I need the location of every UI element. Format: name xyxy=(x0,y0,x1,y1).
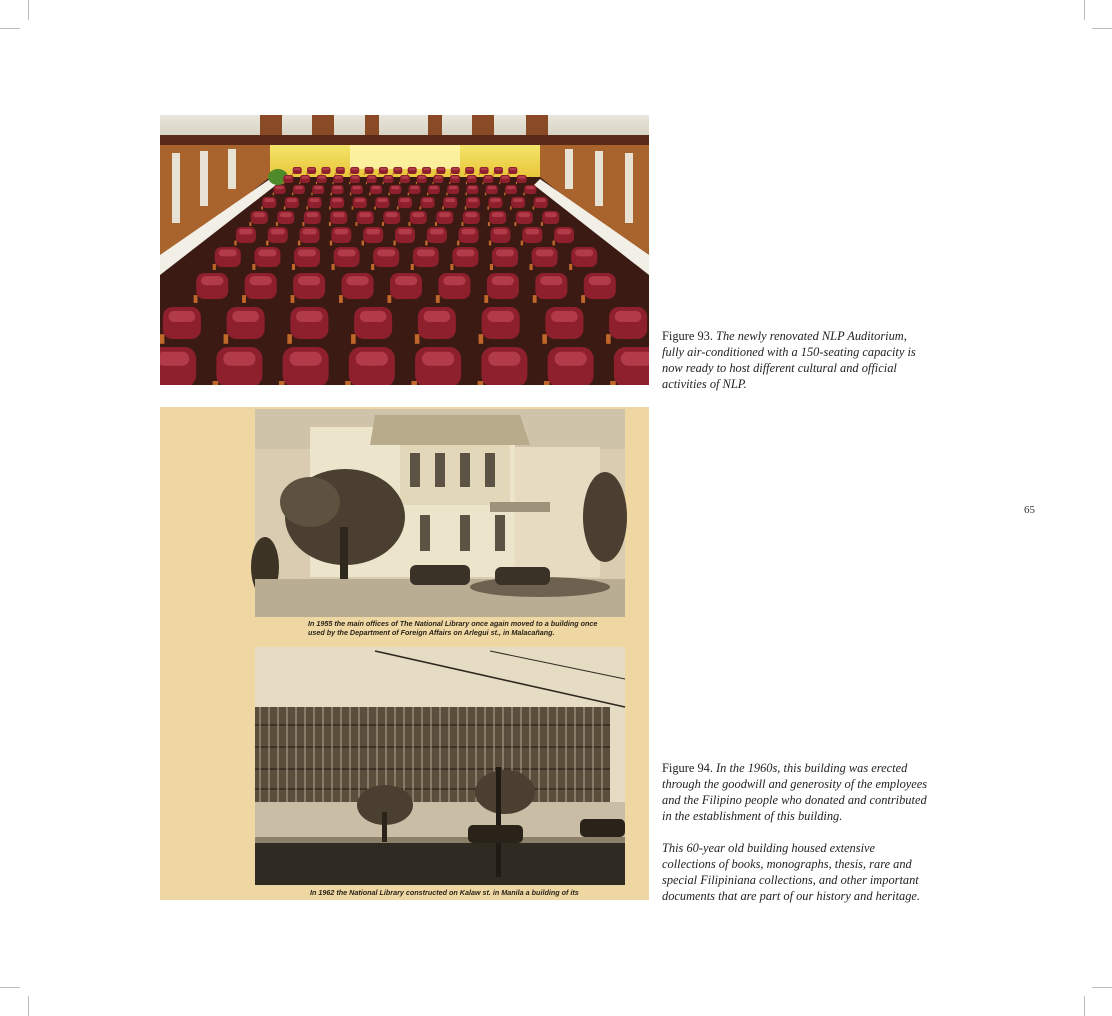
seat-highlight xyxy=(219,249,237,256)
seat-armrest xyxy=(523,193,524,196)
crop-mark xyxy=(1092,28,1112,29)
seat-armrest xyxy=(436,173,437,175)
seat-highlight xyxy=(290,352,322,366)
seat-highlight xyxy=(201,276,223,285)
seat-highlight xyxy=(360,311,387,322)
seat-armrest xyxy=(362,241,364,246)
scan-caption-1955-line2: used by the Department of Foreign Affairs on Arlegui st., in Malacañang. xyxy=(308,628,555,637)
seat-highlight xyxy=(308,168,314,170)
figure-93-caption xyxy=(662,328,930,392)
seat-armrest xyxy=(350,193,351,196)
seat-armrest xyxy=(407,173,408,175)
seat-armrest xyxy=(510,206,512,209)
seat-armrest xyxy=(355,222,357,226)
seat-armrest xyxy=(276,222,278,226)
seat-armrest xyxy=(489,241,491,246)
seat-armrest xyxy=(371,264,374,270)
seat-armrest xyxy=(516,182,517,184)
crop-mark xyxy=(28,996,29,1016)
seat-highlight xyxy=(400,198,410,202)
seat-armrest xyxy=(499,182,500,184)
crop-mark xyxy=(1084,996,1085,1016)
seat-highlight xyxy=(295,186,303,189)
seat-highlight xyxy=(492,213,504,218)
seat-armrest xyxy=(273,193,274,196)
seat-armrest xyxy=(533,206,535,209)
seat-highlight xyxy=(545,213,557,218)
seat-highlight xyxy=(253,213,265,218)
seat-armrest xyxy=(415,334,420,344)
seat-armrest xyxy=(364,173,365,175)
seat-highlight xyxy=(310,198,320,202)
seat-armrest xyxy=(335,173,336,175)
crop-mark xyxy=(0,28,20,29)
seat-highlight xyxy=(346,276,368,285)
seat-highlight xyxy=(355,198,365,202)
seat-highlight xyxy=(435,176,442,179)
seat-highlight xyxy=(285,176,292,179)
seat-armrest xyxy=(435,222,437,226)
seat-armrest xyxy=(234,241,236,246)
seat-armrest xyxy=(393,241,395,246)
seat-highlight xyxy=(424,311,451,322)
seat-armrest xyxy=(194,295,198,303)
seat-highlight xyxy=(507,186,515,189)
seat-armrest xyxy=(606,334,611,344)
seat-highlight xyxy=(417,249,435,256)
seat-highlight xyxy=(271,229,285,235)
seat-highlight xyxy=(423,168,429,170)
seat-highlight xyxy=(621,352,649,366)
seat-armrest xyxy=(393,173,394,175)
seat-highlight xyxy=(502,176,509,179)
seat-highlight xyxy=(557,229,571,235)
seat-armrest xyxy=(457,241,459,246)
seat-highlight xyxy=(287,198,297,202)
crop-mark xyxy=(0,987,20,988)
seat-highlight xyxy=(333,186,341,189)
seat-armrest xyxy=(484,295,488,303)
scan-caption-1955-line1: In 1955 the main offices of The National Library once again moved to a building once xyxy=(308,619,598,628)
seat-armrest xyxy=(382,222,384,226)
seat-highlight xyxy=(380,168,386,170)
seat-armrest xyxy=(569,264,572,270)
seat-highlight xyxy=(334,229,348,235)
seat-highlight xyxy=(452,176,459,179)
seat-highlight xyxy=(223,352,255,366)
seat-highlight xyxy=(298,249,316,256)
seat-armrest xyxy=(302,222,304,226)
seat-highlight xyxy=(385,176,392,179)
seat-armrest xyxy=(366,182,367,184)
scan-caption-1962-line1: In 1962 the National Library constructed on Kalaw st. in Manila a building of its xyxy=(310,888,579,897)
seat-highlight xyxy=(536,198,546,202)
seat-armrest xyxy=(213,381,219,385)
seat-armrest xyxy=(279,381,285,385)
seat-highlight xyxy=(467,168,473,170)
seat-highlight xyxy=(314,186,322,189)
seat-highlight xyxy=(430,229,444,235)
seat-armrest xyxy=(329,222,331,226)
seat-highlight xyxy=(430,186,438,189)
seat-armrest xyxy=(388,193,389,196)
seat-armrest xyxy=(292,173,293,175)
seat-armrest xyxy=(408,222,410,226)
seat-highlight xyxy=(294,168,300,170)
seat-armrest xyxy=(339,295,343,303)
seat-armrest xyxy=(224,334,229,344)
crop-mark xyxy=(1092,987,1112,988)
seat-armrest xyxy=(466,193,467,196)
seat-highlight xyxy=(366,168,372,170)
photo-1955-building xyxy=(251,409,627,617)
seat-armrest xyxy=(329,206,331,209)
seat-highlight xyxy=(368,176,375,179)
seat-highlight xyxy=(402,176,409,179)
seat-armrest xyxy=(466,182,467,184)
seat-highlight xyxy=(386,213,398,218)
seat-highlight xyxy=(337,168,343,170)
seat-armrest xyxy=(298,241,300,246)
photo-1962-construction xyxy=(255,647,625,885)
seat-highlight xyxy=(258,249,276,256)
seat-armrest xyxy=(292,193,293,196)
seat-armrest xyxy=(369,193,370,196)
seat-armrest xyxy=(351,334,356,344)
seat-highlight xyxy=(303,229,317,235)
seat-armrest xyxy=(331,193,332,196)
seat-armrest xyxy=(488,222,490,226)
figure-94-caption xyxy=(662,760,930,824)
seat-highlight xyxy=(395,168,401,170)
seat-armrest xyxy=(504,193,505,196)
seat-armrest xyxy=(544,381,550,385)
seat-armrest xyxy=(442,206,444,209)
seat-highlight xyxy=(356,352,388,366)
seat-armrest xyxy=(306,173,307,175)
seat-highlight xyxy=(555,352,587,366)
seat-highlight xyxy=(395,276,417,285)
seat-highlight xyxy=(352,168,358,170)
figure-94-text: In the 1960s, this building was erected through the goodwill and generosity of the employees and the Filipino people who donated and contributed in the establishment of this building. xyxy=(662,761,928,823)
seat-armrest xyxy=(333,182,334,184)
seat-armrest xyxy=(490,264,493,270)
seat-highlight xyxy=(496,249,514,256)
seat-highlight xyxy=(338,249,356,256)
seat-highlight xyxy=(296,311,323,322)
seat-armrest xyxy=(514,222,516,226)
figure-94-label: Figure 94. xyxy=(662,761,713,775)
auditorium-photo xyxy=(160,115,649,385)
seat-highlight xyxy=(526,186,534,189)
seat-highlight xyxy=(513,198,523,202)
seat-highlight xyxy=(352,176,359,179)
seat-armrest xyxy=(433,182,434,184)
seat-armrest xyxy=(493,173,494,175)
seat-highlight xyxy=(264,198,274,202)
seat-highlight xyxy=(366,229,380,235)
seat-armrest xyxy=(252,264,255,270)
seat-highlight xyxy=(372,186,380,189)
seat-armrest xyxy=(266,241,268,246)
seat-highlight xyxy=(452,168,458,170)
seat-armrest xyxy=(542,334,547,344)
seat-highlight xyxy=(481,168,487,170)
seat-highlight xyxy=(298,276,320,285)
seat-highlight xyxy=(615,311,642,322)
seat-armrest xyxy=(399,182,400,184)
seat-highlight xyxy=(518,176,525,179)
seat-highlight xyxy=(445,198,455,202)
seat-highlight xyxy=(551,311,578,322)
seat-armrest xyxy=(387,295,391,303)
seat-armrest xyxy=(242,295,246,303)
seat-armrest xyxy=(461,222,463,226)
archive-scan-illustration xyxy=(160,407,649,900)
seat-armrest xyxy=(479,334,484,344)
figure-93-text: The newly renovated NLP Auditorium, fully air-conditioned with a 150-seating capacity is now ready to host different cultural and official activities of NLP. xyxy=(662,329,916,391)
seat-armrest xyxy=(464,173,465,175)
seat-armrest xyxy=(533,295,537,303)
seat-highlight xyxy=(418,176,425,179)
seat-armrest xyxy=(284,206,286,209)
seat-armrest xyxy=(383,182,384,184)
seat-armrest xyxy=(541,222,543,226)
seat-armrest xyxy=(610,381,616,385)
seat-armrest xyxy=(374,206,376,209)
seat-highlight xyxy=(493,229,507,235)
seat-highlight xyxy=(169,311,196,322)
seat-armrest xyxy=(425,241,427,246)
seat-armrest xyxy=(487,206,489,209)
seat-highlight xyxy=(443,276,465,285)
seat-armrest xyxy=(345,381,351,385)
seat-armrest xyxy=(411,381,417,385)
seat-highlight xyxy=(488,186,496,189)
seat-highlight xyxy=(377,249,395,256)
seat-armrest xyxy=(287,334,292,344)
seat-highlight xyxy=(536,249,554,256)
seat-armrest xyxy=(213,264,216,270)
seat-armrest xyxy=(478,381,484,385)
crop-mark xyxy=(28,0,29,20)
seat-armrest xyxy=(330,241,332,246)
seat-armrest xyxy=(419,206,421,209)
seat-armrest xyxy=(306,206,308,209)
seat-highlight xyxy=(306,213,318,218)
seat-highlight xyxy=(232,311,259,322)
seat-armrest xyxy=(349,182,350,184)
seat-armrest xyxy=(291,295,295,303)
seat-highlight xyxy=(335,176,342,179)
seat-armrest xyxy=(316,182,317,184)
seat-highlight xyxy=(456,249,474,256)
seat-highlight xyxy=(491,198,501,202)
seat-armrest xyxy=(427,193,428,196)
seat-armrest xyxy=(479,173,480,175)
seat-armrest xyxy=(450,173,451,175)
seat-armrest xyxy=(421,173,422,175)
archive-scan-photo xyxy=(160,407,649,900)
seat-armrest xyxy=(299,182,300,184)
seat-highlight xyxy=(468,186,476,189)
seat-highlight xyxy=(391,186,399,189)
seat-armrest xyxy=(436,295,440,303)
seat-highlight xyxy=(525,229,539,235)
seat-highlight xyxy=(462,229,476,235)
seat-armrest xyxy=(552,241,554,246)
seat-armrest xyxy=(530,264,533,270)
seat-armrest xyxy=(521,241,523,246)
seat-highlight xyxy=(485,176,492,179)
seat-armrest xyxy=(446,193,447,196)
page-number: 65 xyxy=(1024,504,1035,516)
figure-93-label: Figure 93. xyxy=(662,329,713,343)
seat-armrest xyxy=(411,264,414,270)
seat-highlight xyxy=(353,186,361,189)
seat-highlight xyxy=(589,276,611,285)
seat-armrest xyxy=(483,182,484,184)
seat-highlight xyxy=(510,168,516,170)
seat-highlight xyxy=(333,213,345,218)
seat-armrest xyxy=(321,173,322,175)
seat-highlight xyxy=(540,276,562,285)
seat-highlight xyxy=(239,229,253,235)
seat-highlight xyxy=(318,176,325,179)
seat-armrest xyxy=(465,206,467,209)
seat-armrest xyxy=(261,206,263,209)
seat-highlight xyxy=(302,176,309,179)
seat-highlight xyxy=(468,198,478,202)
seat-highlight xyxy=(423,198,433,202)
seat-highlight xyxy=(495,168,501,170)
seat-armrest xyxy=(416,182,417,184)
seat-armrest xyxy=(450,264,453,270)
seat-highlight xyxy=(422,352,454,366)
seat-armrest xyxy=(397,206,399,209)
seat-armrest xyxy=(449,182,450,184)
seat-highlight xyxy=(409,168,415,170)
seat-highlight xyxy=(280,213,292,218)
seat-armrest xyxy=(485,193,486,196)
seat-armrest xyxy=(283,182,284,184)
crop-mark xyxy=(1084,0,1085,20)
seat-armrest xyxy=(311,193,312,196)
seat-highlight xyxy=(465,213,477,218)
seat-highlight xyxy=(439,213,451,218)
seat-highlight xyxy=(398,229,412,235)
seat-highlight xyxy=(412,213,424,218)
seat-armrest xyxy=(249,222,251,226)
seat-armrest xyxy=(160,334,164,344)
seat-highlight xyxy=(487,311,514,322)
seat-highlight xyxy=(468,176,475,179)
seat-highlight xyxy=(332,198,342,202)
seat-armrest xyxy=(408,193,409,196)
seat-highlight xyxy=(249,276,271,285)
auditorium-illustration xyxy=(160,115,649,385)
seat-armrest xyxy=(352,206,354,209)
seat-highlight xyxy=(359,213,371,218)
seat-highlight xyxy=(160,352,189,366)
seat-highlight xyxy=(518,213,530,218)
seat-highlight xyxy=(275,186,283,189)
seat-highlight xyxy=(449,186,457,189)
seat-armrest xyxy=(508,173,509,175)
seat-armrest xyxy=(349,173,350,175)
seat-highlight xyxy=(492,276,514,285)
seat-armrest xyxy=(581,295,585,303)
seat-armrest xyxy=(378,173,379,175)
seat-highlight xyxy=(575,249,593,256)
seat-highlight xyxy=(323,168,329,170)
seat-highlight xyxy=(377,198,387,202)
seat-highlight xyxy=(438,168,444,170)
seat-armrest xyxy=(292,264,295,270)
figure-94-extra-text: This 60-year old building housed extensive collections of books, monographs, thesis, rare and special Filipiniana collections, and other important documents that are part of our history and heritage. xyxy=(662,841,921,903)
seat-highlight xyxy=(488,352,520,366)
seat-armrest xyxy=(332,264,335,270)
seat-highlight xyxy=(410,186,418,189)
